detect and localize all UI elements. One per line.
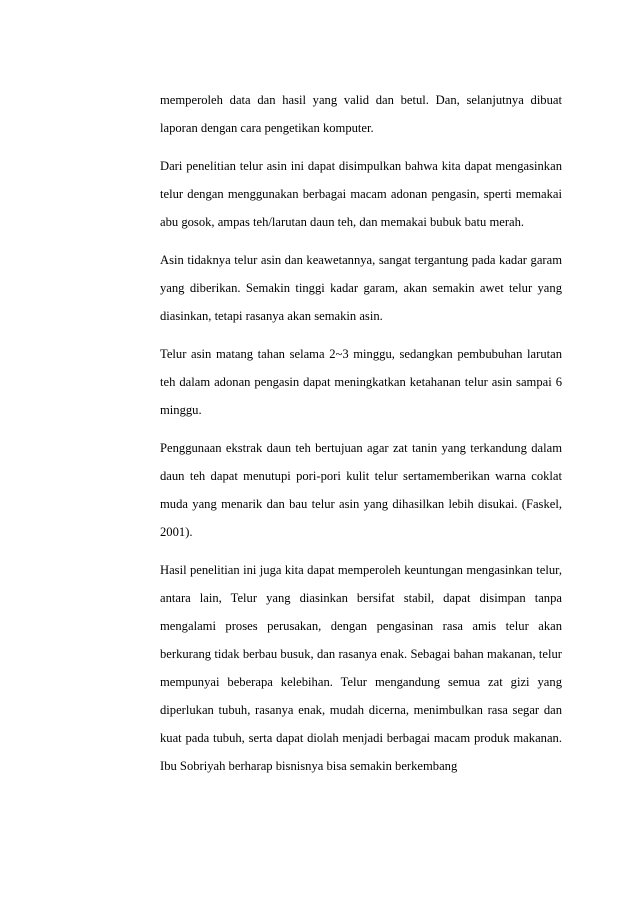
document-body: [160, 86, 562, 790]
text-line: kuat pada tubuh, serta dapat diolah menjadi berbagai macam produk makanan.: [160, 731, 562, 745]
text-line: antara lain, Telur yang diasinkan bersifat stabil, dapat disimpan tanpa: [160, 591, 562, 605]
paragraph-4: [160, 340, 562, 424]
text-line: berkurang tidak berbau busuk, dan rasanya enak. Sebagai bahan makanan, telur: [160, 647, 562, 661]
text-line: mempunyai beberapa kelebihan. Telur mengandung semua zat gizi yang: [160, 675, 562, 689]
text-line: mengalami proses perusakan, dengan pengasinan rasa amis telur akan: [160, 619, 562, 633]
text-line: Penggunaan ekstrak daun teh bertujuan agar zat tanin yang terkandung dalam: [160, 441, 562, 455]
text-line: diasinkan, tetapi rasanya akan semakin asin.: [160, 309, 383, 323]
text-line: abu gosok, ampas teh/larutan daun teh, dan memakai bubuk batu merah.: [160, 215, 525, 229]
paragraph-2: [160, 152, 562, 236]
text-line: 2001).: [160, 525, 193, 539]
text-line: diperlukan tubuh, rasanya enak, mudah dicerna, menimbulkan rasa segar dan: [160, 703, 562, 717]
paragraph-5: [160, 434, 562, 546]
text-line: telur dengan menggunakan berbagai macam adonan pengasin, sperti memakai: [160, 187, 562, 201]
text-line: daun teh dapat menutupi pori-pori kulit telur sertamemberikan warna coklat: [160, 469, 562, 483]
text-line: yang diberikan. Semakin tinggi kadar garam, akan semakin awet telur yang: [160, 281, 562, 295]
text-line: Hasil penelitian ini juga kita dapat memperoleh keuntungan mengasinkan telur,: [160, 563, 562, 577]
text-line: Ibu Sobriyah berharap bisnisnya bisa semakin berkembang: [160, 759, 458, 773]
paragraph-3: [160, 246, 562, 330]
text-line: teh dalam adonan pengasin dapat meningkatkan ketahanan telur asin sampai 6: [160, 375, 562, 389]
paragraph-6: [160, 556, 562, 780]
paragraph-1: [160, 86, 562, 142]
text-line: memperoleh data dan hasil yang valid dan betul. Dan, selanjutnya dibuat: [160, 93, 562, 107]
text-line: Telur asin matang tahan selama 2~3 minggu, sedangkan pembubuhan larutan: [160, 347, 562, 361]
text-line: Asin tidaknya telur asin dan keawetannya, sangat tergantung pada kadar garam: [160, 253, 562, 267]
text-line: Dari penelitian telur asin ini dapat disimpulkan bahwa kita dapat mengasinkan: [160, 159, 562, 173]
text-line: muda yang menarik dan bau telur asin yang dihasilkan lebih disukai. (Faskel,: [160, 497, 562, 511]
text-line: laporan dengan cara pengetikan komputer.: [160, 121, 374, 135]
text-line: minggu.: [160, 403, 202, 417]
